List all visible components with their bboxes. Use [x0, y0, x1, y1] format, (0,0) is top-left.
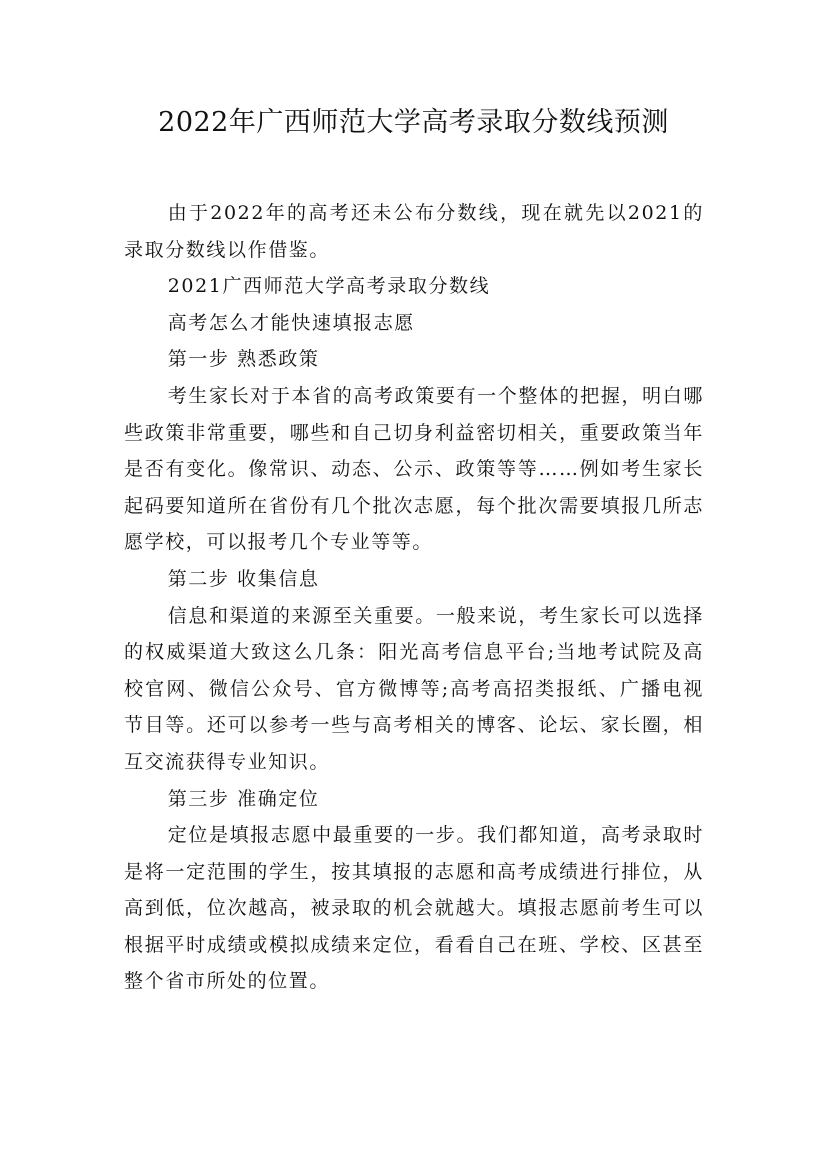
- step-two-heading: 第二步 收集信息: [167, 567, 320, 590]
- step-one-heading: 第一步 熟悉政策: [167, 348, 320, 371]
- document-body: [124, 195, 704, 1000]
- paragraph-intro: 由于2022年的高考还未公布分数线，现在就先以2021的录取分数线以作借鉴。: [124, 202, 704, 261]
- step-three-paragraph: 定位是填报志愿中最重要的一步。我们都知道，高考录取时是将一定范围的学生，按其填报的志愿和高考成绩进行排位，从高到低，位次越高，被录取的机会就越大。填报志愿前考生可以根据平时成绩或模拟成绩来定位，看看自己在班、学校、区甚至整个省市所处的位置。: [124, 824, 704, 993]
- document-title: 2022年广西师范大学高考录取分数线预测: [158, 107, 669, 138]
- step-two-paragraph: 信息和渠道的来源至关重要。一般来说，考生家长可以选择的权威渠道大致这么几条：阳光高考信息平台;当地考试院及高校官网、微信公众号、官方微博等;高考高招类报纸、广播电视节目等。还可以参考一些与高考相关的博客、论坛、家长圈，相互交流获得专业知识。: [124, 604, 704, 773]
- paragraph-how-to-heading: 高考怎么才能快速填报志愿: [167, 311, 415, 334]
- step-three-heading: 第三步 准确定位: [167, 787, 320, 810]
- paragraph-score-heading: 2021广西师范大学高考录取分数线: [167, 275, 491, 298]
- step-one-paragraph: 考生家长对于本省的高考政策要有一个整体的把握，明白哪些政策非常重要，哪些和自己切身利益密切相关，重要政策当年是否有变化。像常识、动态、公示、政策等等……例如考生家长起码要知道所在省份有几个批次志愿，每个批次需要填报几所志愿学校，可以报考几个专业等等。: [124, 384, 704, 554]
